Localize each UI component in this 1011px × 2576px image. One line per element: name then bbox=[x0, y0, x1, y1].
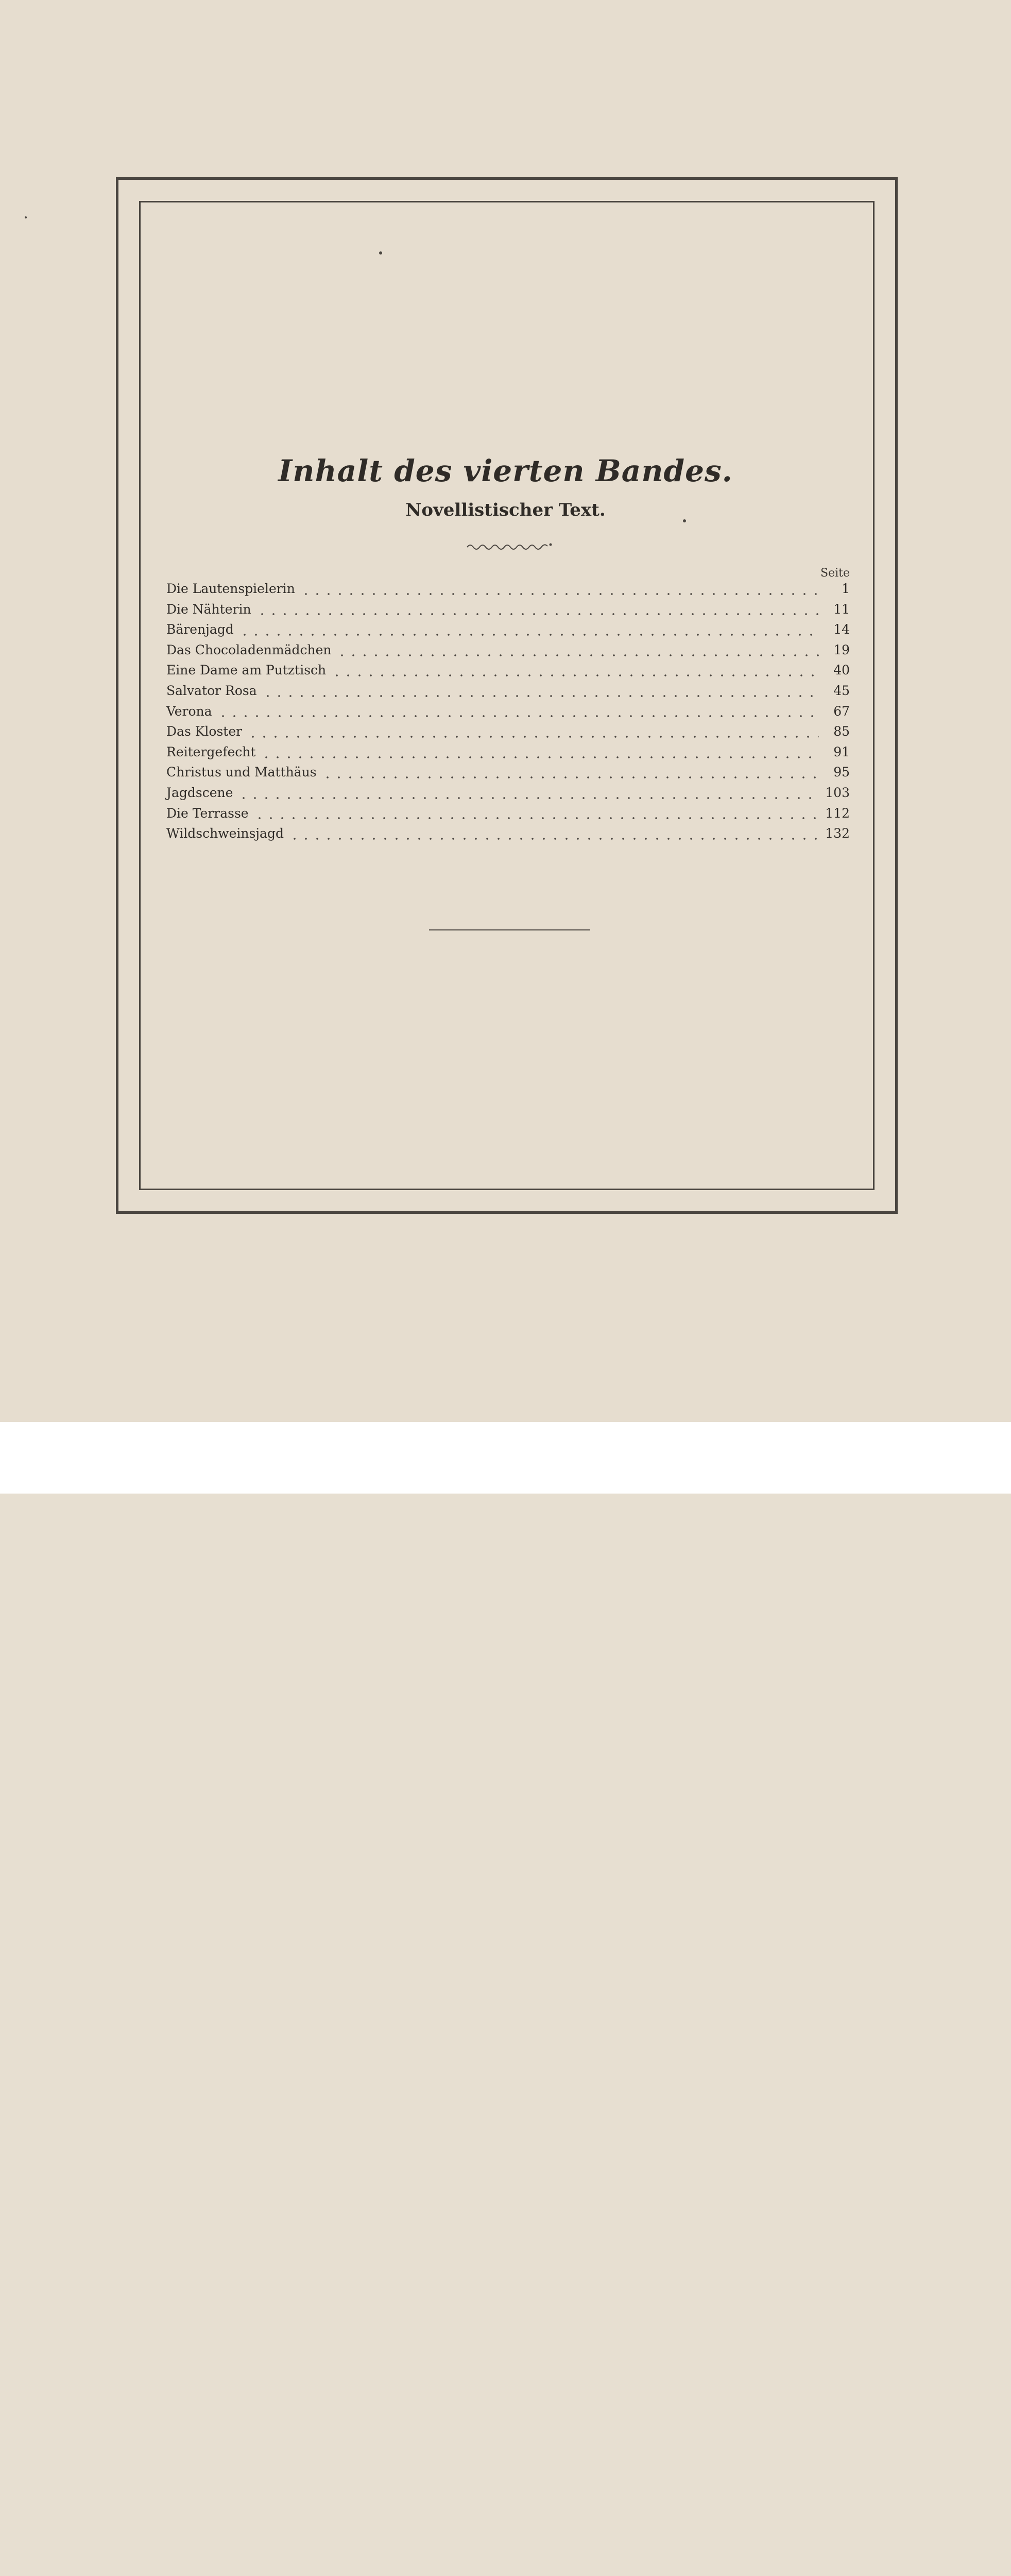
toc-entry-page: 1 bbox=[842, 581, 850, 596]
toc-entry bbox=[166, 806, 850, 826]
toc-entry-page: 85 bbox=[833, 724, 850, 739]
page-column-label: Seite bbox=[820, 567, 850, 580]
toc-entry bbox=[166, 642, 850, 663]
dot-leader bbox=[336, 654, 819, 656]
toc-entry-page: 132 bbox=[825, 826, 850, 841]
toc-entry-page: 19 bbox=[833, 642, 850, 657]
page-subtitle: Novellistischer Text. bbox=[405, 500, 606, 520]
toc-entry-page: 45 bbox=[833, 683, 850, 698]
table-of-contents bbox=[166, 581, 850, 846]
toc-entry bbox=[166, 683, 850, 704]
toc-entry-page: 112 bbox=[825, 805, 850, 821]
toc-entry bbox=[166, 704, 850, 724]
dot-leader bbox=[289, 838, 819, 840]
toc-entry-page: 67 bbox=[833, 703, 850, 719]
toc-entry-title: Die Nähterin bbox=[166, 601, 251, 617]
toc-entry-title: Wildschweinsjagd bbox=[166, 826, 284, 841]
toc-entry-title: Eine Dame am Putztisch bbox=[166, 663, 327, 678]
toc-entry-title: Bärenjagd bbox=[166, 622, 234, 637]
toc-entry bbox=[166, 622, 850, 642]
toc-entry bbox=[166, 663, 850, 683]
toc-entry bbox=[166, 765, 850, 785]
toc-entry-title: Christus und Matthäus bbox=[166, 765, 317, 780]
toc-entry-page: 95 bbox=[833, 765, 850, 780]
wave-ornament bbox=[466, 541, 554, 551]
toc-entry bbox=[166, 724, 850, 744]
toc-entry bbox=[166, 602, 850, 622]
toc-entry-title: Reitergefecht bbox=[166, 744, 256, 759]
toc-entry-page: 40 bbox=[833, 663, 850, 678]
page-title: Inhalt des vierten Bandes. bbox=[278, 453, 733, 488]
footer-bar bbox=[0, 1422, 1011, 1494]
toc-entry-title: Salvator Rosa bbox=[166, 683, 257, 698]
ink-speck bbox=[379, 251, 382, 255]
dot-leader bbox=[217, 715, 819, 717]
ink-speck bbox=[25, 216, 27, 218]
end-rule bbox=[429, 929, 590, 930]
dot-leader bbox=[331, 674, 819, 676]
dot-leader bbox=[262, 695, 819, 697]
toc-entry-title: Das Chocoladenmädchen bbox=[166, 642, 332, 657]
dot-leader bbox=[256, 613, 819, 615]
toc-entry-title: Verona bbox=[166, 703, 212, 719]
dot-leader bbox=[322, 776, 819, 778]
toc-entry bbox=[166, 581, 850, 602]
toc-entry-page: 11 bbox=[833, 601, 850, 617]
dot-leader bbox=[300, 593, 819, 595]
toc-entry bbox=[166, 785, 850, 806]
toc-entry-page: 91 bbox=[833, 744, 850, 759]
dot-leader bbox=[254, 817, 819, 819]
dot-leader bbox=[247, 736, 819, 738]
dot-leader bbox=[238, 797, 819, 799]
toc-entry-title: Jagdscene bbox=[166, 785, 233, 800]
toc-entry-page: 14 bbox=[833, 622, 850, 637]
toc-entry-title: Das Kloster bbox=[166, 724, 243, 739]
toc-entry-title: Die Lautenspielerin bbox=[166, 581, 295, 596]
toc-entry bbox=[166, 826, 850, 846]
toc-entry-title: Die Terrasse bbox=[166, 805, 249, 821]
dot-leader bbox=[261, 756, 819, 758]
toc-entry bbox=[166, 744, 850, 765]
dot-leader bbox=[239, 634, 819, 636]
toc-entry-page: 103 bbox=[825, 785, 850, 800]
